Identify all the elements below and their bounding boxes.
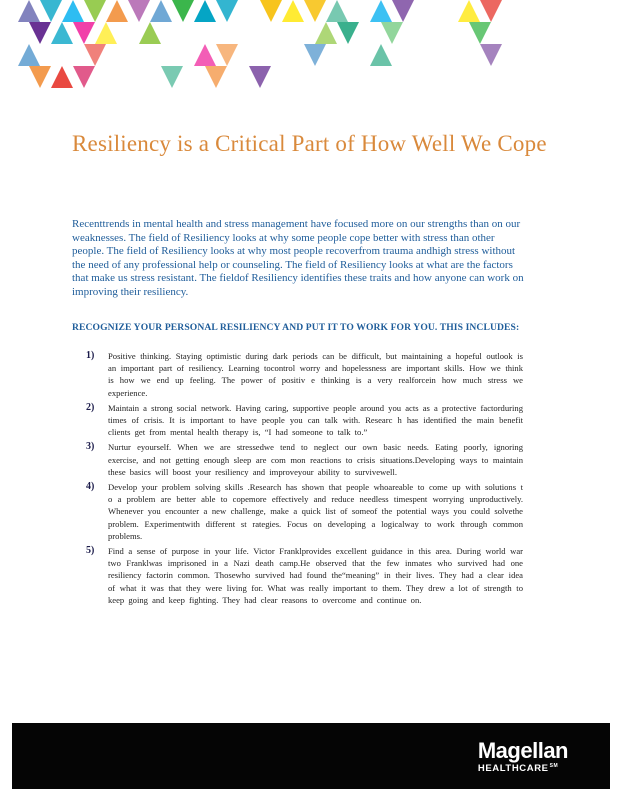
logo-service-mark: SM [549,763,559,769]
mosaic-triangle [194,44,216,66]
resiliency-list [86,350,523,609]
list-item-text: Positive thinking. Staying optimistic during dark periods can be difficult, but maintaining a hopeful outlook is an important part of resiliency. Learning tocontrol worry and hopelessness are important skills. How we think is how we end up feeling. The power of positiv e thinking is a very realforcein how much stress we experience. [108,351,523,398]
mosaic-triangle [260,0,282,22]
mosaic-triangle [304,44,326,66]
logo-wordmark: Magellan [477,738,568,763]
mosaic-triangle [249,66,271,88]
mosaic-triangle [469,22,491,44]
mosaic-triangle [139,22,161,44]
mosaic-triangle [304,0,326,22]
mosaic-triangle [480,44,502,66]
mosaic-triangle [128,0,150,22]
mosaic-triangle [95,22,117,44]
magellan-logo [478,740,568,774]
mosaic-triangle [370,0,392,22]
mosaic-triangle [370,44,392,66]
mosaic-triangle [51,66,73,88]
list-item-number: 3) [86,441,95,453]
list-item-number: 2) [86,401,95,413]
mosaic-triangle [51,22,73,44]
mosaic-triangle [62,0,84,22]
mosaic-triangle [18,0,40,22]
mosaic-triangle [315,22,337,44]
footer-bar [12,723,610,789]
mosaic-triangle [73,22,95,44]
page-title: Resiliency is a Critical Part of How Well We Cope [72,131,547,156]
list-item-text: Maintain a strong social network. Having caring, supportive people around you acts as a protective factorduring times of crisis. It is important to have people you can talk with. Researc h has identified the main benefit clients get from mental health therapy is, “I had someone to talk to.” [108,402,523,438]
list-item [86,402,523,439]
list-item [86,545,523,606]
mosaic-triangle [216,0,238,22]
mosaic-triangle [106,0,128,22]
logo-subtitle [478,763,568,774]
mosaic-triangle [18,44,40,66]
mosaic-triangle [40,0,62,22]
list-item [86,481,523,542]
list-item-text: Develop your problem solving skills .Research has shown that people whoareable to come up with solutions t o a problem are better able to copemore effectively and reduce needless timespent worrying unproductively. Whenever you encounter a new challenge, make a quick list of someof the potential ways you could solvethe problem. Experimentwith different st rategies. Focus on developing a logicalway to work through common problems. [108,482,523,541]
list-item-text: Nurtur eyourself. When we are stressedwe tend to neglect our own basic needs. Eating poorly, ignoring exercise, and not getting enough sleep are com mon reactions to crisis situations.Developing ways to maintain these basics will boost your resiliency and improveyour ability to survivewell. [108,442,523,477]
intro-paragraph: Recenttrends in mental health and stress management have focused more on our strengths than on our weaknesses. The field of Resiliency looks at why some people cope better with stress than other people. The field of Resiliency looks at why most people recoverfrom trauma andhigh stress without the need of any professional help or counseling. The field of Resiliency looks at what are the factors that make us stress resistant. The fieldof Resiliency identifies these traits and how anyone can work on improving their resiliency. [72,218,524,298]
mosaic-triangle [337,22,359,44]
mosaic-triangle [29,22,51,44]
mosaic-triangle [282,0,304,22]
mosaic-triangle [480,0,502,22]
mosaic-triangle [326,0,348,22]
list-item-text: Find a sense of purpose in your life. Victor Franklprovides excellent guidance in this area. During world war two Franklwas imprisoned in a Nazi death camp.He observed that the few inmates who survived had one resiliency factorin common. Thosewho survived had found the“meaning” in their lives. They had a clear idea of what it was that they were living for. What was really important to them. They drew a lot of strength to keep going and keep fighting. They had clear reasons to overcome and continue on. [108,546,523,605]
mosaic-triangle [150,0,172,22]
list-item-number: 1) [86,350,95,361]
mosaic-triangle [84,0,106,22]
mosaic-triangle [216,44,238,66]
list-item-number: 5) [86,545,95,557]
mosaic-triangle [73,66,95,88]
list-item-number: 4) [86,481,95,493]
mosaic-triangle [84,44,106,66]
logo-healthcare: HEALTHCARE [477,763,549,775]
mosaic-triangle [172,0,194,22]
list-item [86,441,523,478]
decorative-triangle-mosaic [0,0,618,110]
mosaic-triangle [392,0,414,22]
mosaic-triangle [381,22,403,44]
list-item [86,350,523,399]
mosaic-triangle [29,66,51,88]
section-heading: RECOGNIZE YOUR PERSONAL RESILIENCY AND PUT IT TO WORK FOR YOU. THIS INCLUDES: [72,322,520,333]
mosaic-triangle [161,66,183,88]
mosaic-triangle [205,66,227,88]
mosaic-triangle [458,0,480,22]
mosaic-triangle [194,0,216,22]
